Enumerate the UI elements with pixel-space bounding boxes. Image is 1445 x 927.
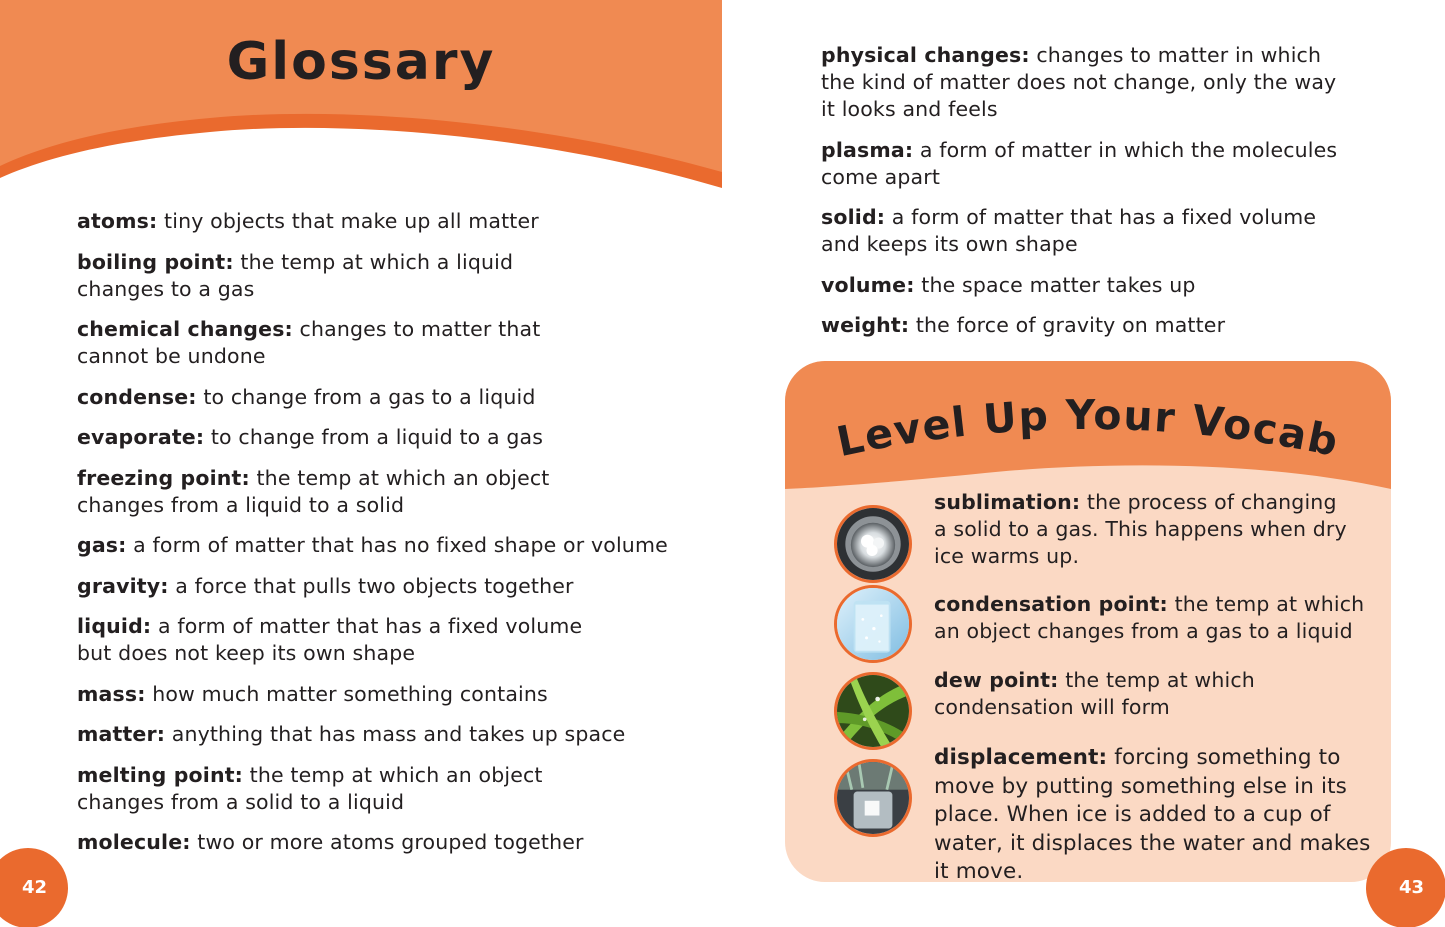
glossary-definition: the temp at which a liquid changes to a gas	[77, 249, 514, 301]
left-page	[0, 0, 722, 927]
page-title: Glossary	[226, 32, 496, 92]
glossary-entry	[77, 465, 622, 519]
glossary-entry	[77, 208, 637, 235]
glossary-entry	[77, 424, 637, 451]
glossary-definition: to change from a gas to a liquid	[196, 384, 536, 409]
glossary-term: freezing point:	[77, 465, 250, 490]
glossary-entry	[77, 573, 637, 600]
dry-ice-photo	[834, 505, 912, 583]
level-up-vocab-box	[785, 361, 1391, 882]
glossary-entry	[77, 721, 637, 748]
glossary-term: atoms:	[77, 209, 158, 233]
vocab-term: dew point:	[934, 668, 1059, 692]
dew-leaves-photo	[834, 672, 912, 750]
glossary-term: liquid:	[77, 614, 152, 638]
glossary-term: molecule:	[77, 830, 191, 854]
vocab-definition: the temp at which an object changes from a gas to a liquid	[934, 592, 1365, 643]
glossary-definition: a force that pulls two objects together	[168, 573, 574, 598]
glossary-entry	[77, 681, 637, 708]
glossary-definition: changes to matter that cannot be undone	[77, 317, 541, 368]
glossary-definition: the space matter takes up	[914, 272, 1196, 297]
glossary-term: matter:	[77, 722, 166, 746]
vocab-definition: the process of changing a solid to a gas. This happens when dry ice warms up.	[934, 490, 1347, 568]
glossary-list-right	[821, 42, 1381, 353]
glossary-term: chemical changes:	[77, 317, 293, 341]
vocab-entry	[934, 591, 1379, 645]
glossary-term: plasma:	[821, 137, 914, 162]
glossary-term: solid:	[821, 205, 886, 229]
vocab-definition: the temp at which condensation will form	[934, 668, 1255, 719]
glossary-term: gravity:	[77, 573, 169, 598]
glossary-definition: the temp at which an object changes from a liquid to a solid	[77, 465, 550, 517]
glossary-term: evaporate:	[77, 425, 205, 449]
vocab-term: sublimation:	[934, 490, 1081, 514]
glossary-definition: a form of matter that has no fixed shape or volume	[126, 533, 668, 557]
glossary-term: weight:	[821, 313, 910, 337]
glossary-term: boiling point:	[77, 249, 234, 274]
glossary-entry	[77, 316, 602, 370]
glossary-definition: a form of matter that has a fixed volume and keeps its own shape	[821, 205, 1317, 256]
glossary-entry	[77, 762, 617, 816]
vocab-term: condensation point:	[934, 592, 1168, 616]
glossary-definition: how much matter something contains	[145, 681, 548, 706]
glossary-term: melting point:	[77, 762, 243, 787]
svg-text:Level Up Your Vocab: Level Up Your Vocab	[832, 390, 1344, 467]
title-banner	[0, 0, 722, 195]
page-number: 43	[1399, 877, 1425, 898]
glossary-definition: a form of matter that has a fixed volume but does not keep its own shape	[77, 614, 583, 665]
glossary-term: gas:	[77, 533, 127, 557]
glossary-definition: two or more atoms grouped together	[190, 830, 584, 854]
glossary-term: condense:	[77, 384, 197, 409]
glossary-definition: tiny objects that make up all matter	[157, 209, 539, 233]
page-number: 42	[22, 877, 48, 898]
glossary-term: physical changes:	[821, 43, 1030, 67]
glossary-entry	[821, 204, 1346, 258]
glossary-entry	[77, 829, 637, 856]
vocab-entry	[934, 667, 1379, 721]
right-page	[723, 0, 1445, 927]
glossary-entry	[77, 613, 602, 667]
glossary-entry	[821, 312, 1381, 339]
vocab-list	[934, 489, 1379, 882]
vocab-entry	[934, 744, 1379, 882]
glossary-definition: the force of gravity on matter	[909, 313, 1226, 337]
glossary-term: volume:	[821, 272, 915, 297]
glossary-definition: to change from a liquid to a gas	[204, 425, 544, 449]
condensation-glass-photo	[834, 585, 912, 663]
glossary-definition: anything that has mass and takes up space	[165, 722, 626, 746]
glossary-entry	[821, 272, 1381, 299]
glossary-definition: the temp at which an object changes from a solid to a liquid	[77, 762, 543, 814]
glossary-list-left	[77, 208, 668, 870]
glossary-entry	[821, 137, 1381, 191]
glossary-definition: changes to matter in which the kind of matter does not change, only the way it looks and feels	[821, 43, 1337, 121]
vocab-title	[785, 381, 1391, 481]
vocab-entry	[934, 489, 1354, 570]
glossary-entry	[77, 249, 602, 303]
glossary-term: mass:	[77, 681, 146, 706]
glossary-entry	[77, 532, 677, 559]
glossary-entry	[77, 384, 637, 411]
glossary-definition: a form of matter in which the molecules come apart	[821, 137, 1338, 189]
vocab-definition: forcing something to move by putting something else in its place. When ice is added to a cup of water, it displaces the water and makes it move.	[934, 745, 1371, 882]
glossary-entry	[821, 42, 1356, 123]
ice-cup-photo	[834, 759, 912, 837]
vocab-term: displacement:	[934, 745, 1108, 770]
